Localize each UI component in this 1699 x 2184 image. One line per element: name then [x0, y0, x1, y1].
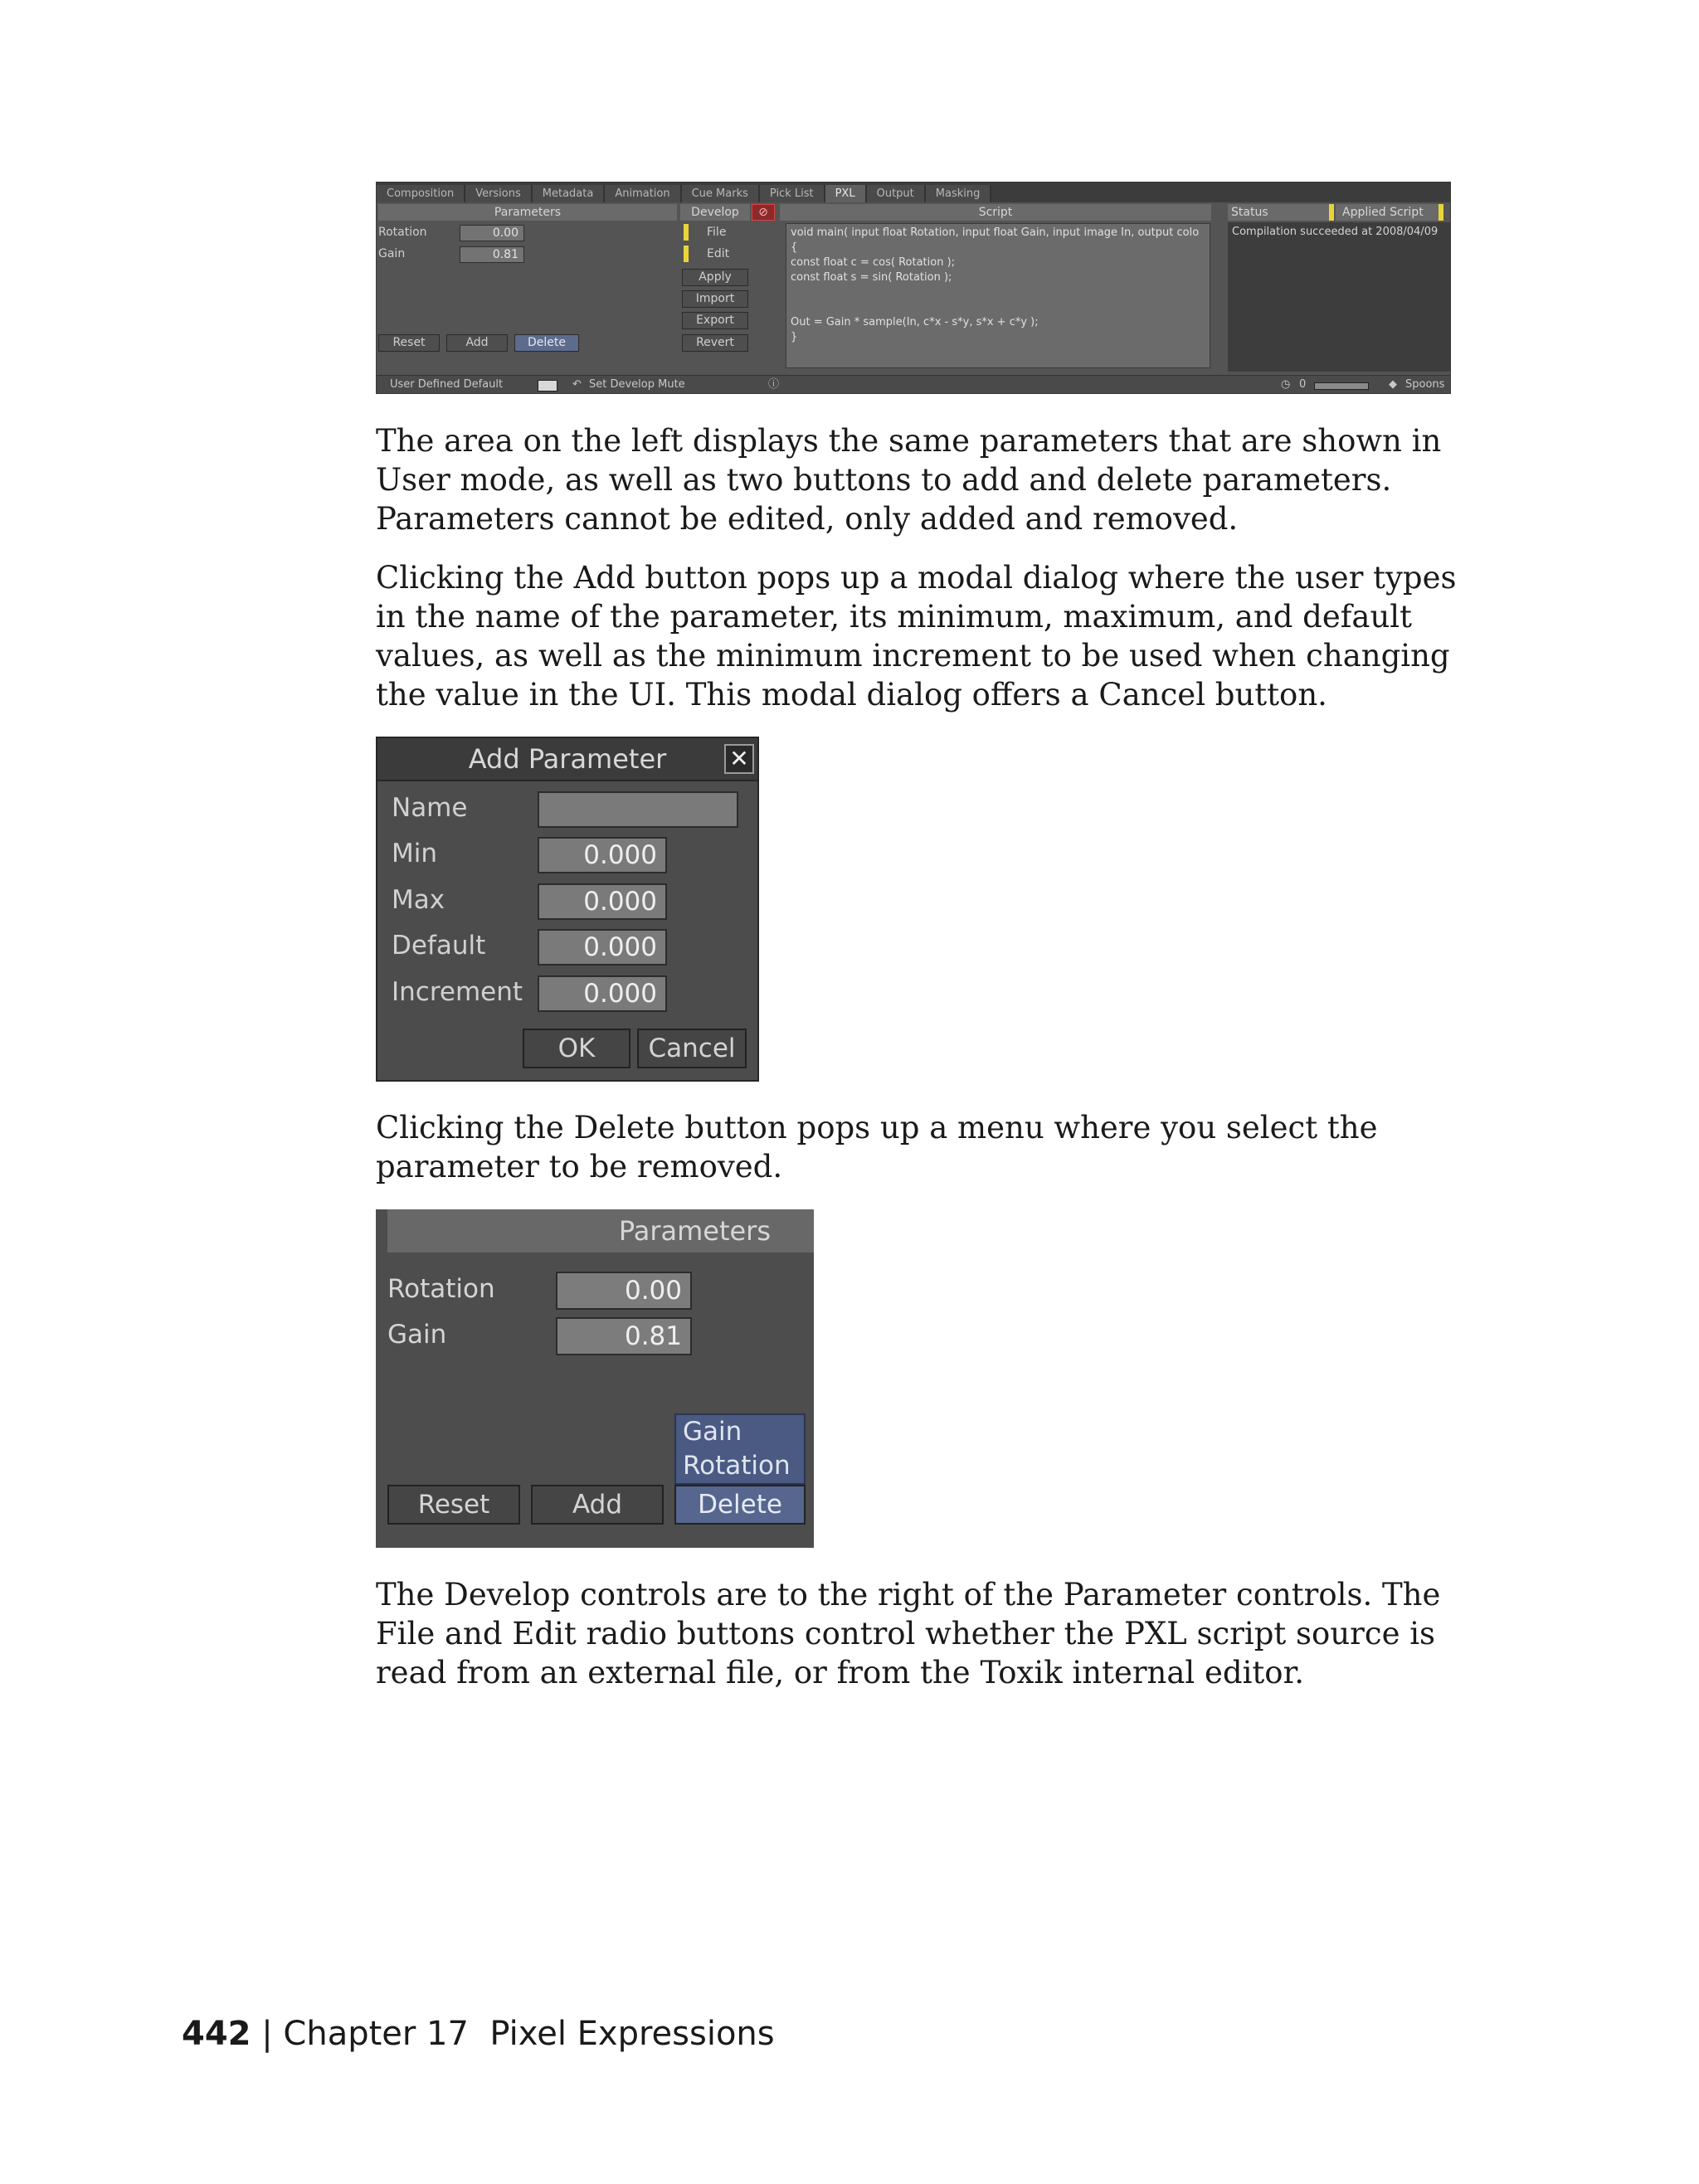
- script-line: }: [791, 331, 798, 343]
- status-indicator: [1329, 204, 1334, 221]
- user-name: Spoons: [1405, 378, 1445, 391]
- increment-label: Increment: [392, 977, 523, 1007]
- set-develop-mute-button[interactable]: Set Develop Mute: [589, 378, 685, 391]
- max-label: Max: [392, 885, 445, 915]
- param-value-gain[interactable]: 0.81: [460, 246, 524, 263]
- delete-button[interactable]: Delete: [674, 1485, 806, 1525]
- tab-composition[interactable]: Composition: [377, 185, 465, 202]
- increment-input[interactable]: 0.000: [538, 975, 667, 1012]
- develop-header: Develop: [680, 204, 750, 221]
- menu-item-rotation[interactable]: Rotation: [683, 1451, 791, 1481]
- file-radio[interactable]: [684, 224, 689, 241]
- tab-metadata[interactable]: Metadata: [533, 185, 606, 202]
- parameters-header: Parameters: [378, 204, 677, 221]
- tab-versions[interactable]: Versions: [465, 185, 533, 202]
- export-button[interactable]: Export: [682, 312, 748, 329]
- min-input[interactable]: 0.000: [538, 837, 667, 873]
- script-line: const float c = cos( Rotation );: [791, 256, 956, 269]
- footer-separator: |: [261, 2015, 273, 2053]
- paragraph-1: The area on the left displays the same parameters that are shown in User mode, as well as two buttons to add and delete parameters. Parameters cannot be edited, only added and removed.: [376, 423, 1442, 537]
- script-line: {: [791, 241, 798, 254]
- applied-script-header: Applied Script: [1336, 204, 1442, 221]
- script-line: [791, 300, 1205, 315]
- file-radio-label: File: [707, 226, 727, 239]
- param-value-rotation[interactable]: 0.00: [460, 225, 524, 241]
- add-button[interactable]: Add: [446, 334, 508, 352]
- ok-button[interactable]: OK: [523, 1029, 630, 1068]
- param-label-gain: Gain: [387, 1320, 447, 1350]
- chapter-title: Pixel Expressions: [489, 2015, 775, 2053]
- name-input[interactable]: [538, 791, 738, 828]
- script-header: Script: [780, 204, 1211, 221]
- script-line: Out = Gain * sample(In, c*x - s*y, s*x + c*y );: [791, 316, 1039, 328]
- name-label: Name: [392, 793, 468, 823]
- tab-masking[interactable]: Masking: [926, 185, 992, 202]
- default-label: Default: [392, 931, 486, 961]
- script-line: void main( input float Rotation, input float Gain, input image In, output colo: [791, 226, 1200, 239]
- reset-button[interactable]: Reset: [378, 334, 440, 352]
- status-output: Compilation succeeded at 2008/04/09: [1228, 222, 1451, 372]
- param-label-rotation: Rotation: [378, 226, 427, 239]
- tab-bar: [377, 182, 1451, 202]
- dialog-title: Add Parameter: [377, 738, 757, 781]
- edit-radio-label: Edit: [707, 247, 730, 260]
- apply-button[interactable]: Apply: [682, 269, 748, 286]
- page-footer: [182, 2015, 775, 2053]
- clock-icon: ◷: [1281, 378, 1291, 391]
- script-line: const float s = sin( Rotation );: [791, 271, 952, 284]
- user-icon: ◆: [1389, 378, 1397, 391]
- pxl-editor-screenshot: [376, 182, 1451, 394]
- tab-pick-list[interactable]: Pick List: [760, 185, 825, 202]
- tab-pxl[interactable]: PXL: [825, 185, 867, 202]
- revert-button[interactable]: Revert: [682, 334, 748, 352]
- min-label: Min: [392, 839, 438, 868]
- bottom-bar: [377, 375, 1451, 394]
- script-line: [791, 285, 1205, 300]
- add-button[interactable]: Add: [531, 1485, 664, 1525]
- preset-dropdown[interactable]: User Defined Default: [390, 378, 504, 391]
- param-label-rotation: Rotation: [387, 1274, 495, 1304]
- frame-counter: 0: [1299, 378, 1307, 391]
- tab-output[interactable]: Output: [867, 185, 926, 202]
- progress-slider[interactable]: [1314, 382, 1369, 390]
- reset-button[interactable]: Reset: [387, 1485, 520, 1525]
- default-input[interactable]: 0.000: [538, 929, 667, 966]
- script-editor[interactable]: [786, 223, 1210, 368]
- delete-parameter-menu: [674, 1413, 806, 1485]
- paragraph-2: Clicking the Add button pops up a modal dialog where the user types in the name of the parameter, its minimum, maximum, and default values, as well as the minimum increment to be used when changing the value in the UI. This modal dialog offers a Cancel button.: [376, 560, 1457, 713]
- parameters-panel-header: Parameters: [387, 1209, 814, 1253]
- param-value-rotation[interactable]: 0.00: [556, 1272, 692, 1310]
- book-icon[interactable]: [538, 380, 557, 392]
- info-icon[interactable]: ⓘ: [768, 378, 780, 391]
- add-parameter-dialog: [376, 737, 759, 1082]
- tab-animation[interactable]: Animation: [605, 185, 681, 202]
- edit-radio[interactable]: [684, 246, 689, 262]
- cancel-button[interactable]: Cancel: [637, 1029, 747, 1068]
- paragraph-3: Clicking the Delete button pops up a menu where you select the parameter to be removed.: [376, 1110, 1378, 1184]
- applied-script-indicator: [1439, 204, 1443, 221]
- status-header: Status: [1228, 204, 1334, 221]
- close-icon[interactable]: ✕: [724, 744, 754, 774]
- paragraph-4: The Develop controls are to the right of the Parameter controls. The File and Edit radio buttons control whether the PXL script source is read from an external file, or from the Toxik internal editor.: [376, 1577, 1441, 1690]
- chapter-label: Chapter 17: [283, 2015, 469, 2053]
- no-entry-icon[interactable]: ⊘: [752, 204, 775, 221]
- delete-button[interactable]: Delete: [514, 334, 579, 352]
- parameters-panel: [376, 1209, 814, 1548]
- menu-item-gain[interactable]: Gain: [683, 1417, 742, 1447]
- undo-icon[interactable]: ↶: [572, 378, 582, 391]
- param-label-gain: Gain: [378, 247, 406, 260]
- param-value-gain[interactable]: 0.81: [556, 1317, 692, 1355]
- tab-cue-marks[interactable]: Cue Marks: [682, 185, 760, 202]
- import-button[interactable]: Import: [682, 290, 748, 308]
- max-input[interactable]: 0.000: [538, 883, 667, 920]
- page-number: 442: [182, 2015, 251, 2053]
